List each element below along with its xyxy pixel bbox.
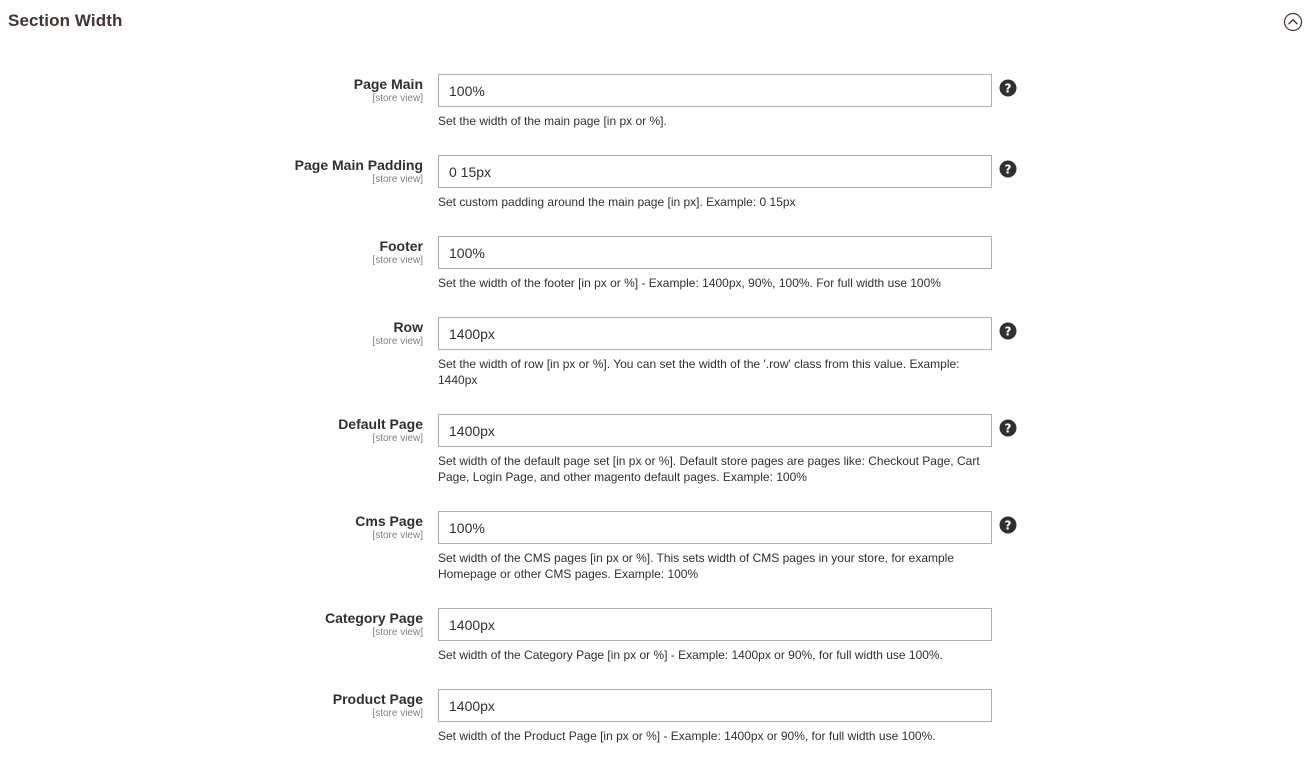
chevron-up-circle-icon[interactable] bbox=[1283, 12, 1303, 32]
field-label: Cms Page bbox=[355, 513, 423, 529]
field-note: Set width of the Product Page [in px or %] - Example: 1400px or 90%, for full width use 100%. bbox=[438, 729, 936, 743]
field-label: Default Page bbox=[338, 416, 423, 432]
footer-input[interactable] bbox=[438, 236, 992, 269]
field-label: Page Main bbox=[353, 76, 423, 92]
page-main-padding-input[interactable] bbox=[438, 155, 992, 188]
category-page-input[interactable] bbox=[438, 608, 992, 641]
svg-text:?: ? bbox=[1004, 421, 1012, 436]
field-label: Category Page bbox=[324, 610, 423, 626]
field-note: Set the width of row [in px or %]. You can set the width of the '.row' class from this value. Example: 1440px bbox=[438, 357, 960, 387]
row-input[interactable] bbox=[438, 317, 992, 350]
cms-page-input[interactable] bbox=[438, 511, 992, 544]
svg-text:?: ? bbox=[1004, 518, 1012, 533]
section-title: Section Width bbox=[8, 11, 123, 30]
question-circle-icon[interactable] bbox=[999, 322, 1017, 340]
field-label-wrap bbox=[372, 317, 423, 348]
page-main-input[interactable] bbox=[438, 74, 992, 107]
field-note: Set the width of the footer [in px or %] - Example: 1400px, 90%, 100%. For full width use 100% bbox=[438, 276, 941, 290]
field-label: Page Main Padding bbox=[294, 157, 423, 173]
field-note: Set the width of the main page [in px or %]. bbox=[438, 114, 667, 128]
field-label-wrap bbox=[295, 155, 423, 186]
field-label: Footer bbox=[379, 238, 423, 254]
scope-label: [store view] bbox=[372, 93, 423, 104]
default-page-input[interactable] bbox=[438, 414, 992, 447]
field-note: Set width of the CMS pages [in px or %]. This sets width of CMS pages in your store, for example Homepage or other CMS pages. Example: 100% bbox=[438, 551, 955, 581]
field-label-wrap bbox=[355, 511, 423, 542]
field-label-wrap bbox=[333, 689, 423, 720]
section-header[interactable] bbox=[8, 10, 1303, 36]
scope-label: [store view] bbox=[372, 708, 423, 719]
scope-label: [store view] bbox=[372, 627, 423, 638]
field-note: Set custom padding around the main page [in px]. Example: 0 15px bbox=[438, 195, 796, 209]
scope-label: [store view] bbox=[372, 255, 423, 266]
field-note: Set width of the default page set [in px or %]. Default store pages are pages like: Checkout Page, Cart Page, Login Page, and other magento default pages. Example: 100% bbox=[438, 454, 980, 484]
scope-label: [store view] bbox=[372, 336, 423, 347]
svg-text:?: ? bbox=[1004, 81, 1012, 96]
field-label-wrap bbox=[354, 74, 423, 105]
field-label: Product Page bbox=[332, 691, 423, 707]
field-note: Set width of the Category Page [in px or %] - Example: 1400px or 90%, for full width use 100%. bbox=[438, 648, 943, 662]
svg-text:?: ? bbox=[1004, 324, 1012, 339]
question-circle-icon[interactable] bbox=[999, 79, 1017, 97]
scope-label: [store view] bbox=[372, 433, 423, 444]
question-circle-icon[interactable] bbox=[999, 160, 1017, 178]
field-label-wrap bbox=[372, 236, 423, 267]
svg-text:?: ? bbox=[1004, 162, 1012, 177]
product-page-input[interactable] bbox=[438, 689, 992, 722]
scope-label: [store view] bbox=[372, 530, 423, 541]
field-label: Row bbox=[393, 319, 423, 335]
field-label-wrap bbox=[338, 414, 423, 445]
question-circle-icon[interactable] bbox=[999, 419, 1017, 437]
field-label-wrap bbox=[325, 608, 423, 639]
scope-label: [store view] bbox=[372, 174, 423, 185]
question-circle-icon[interactable] bbox=[999, 516, 1017, 534]
